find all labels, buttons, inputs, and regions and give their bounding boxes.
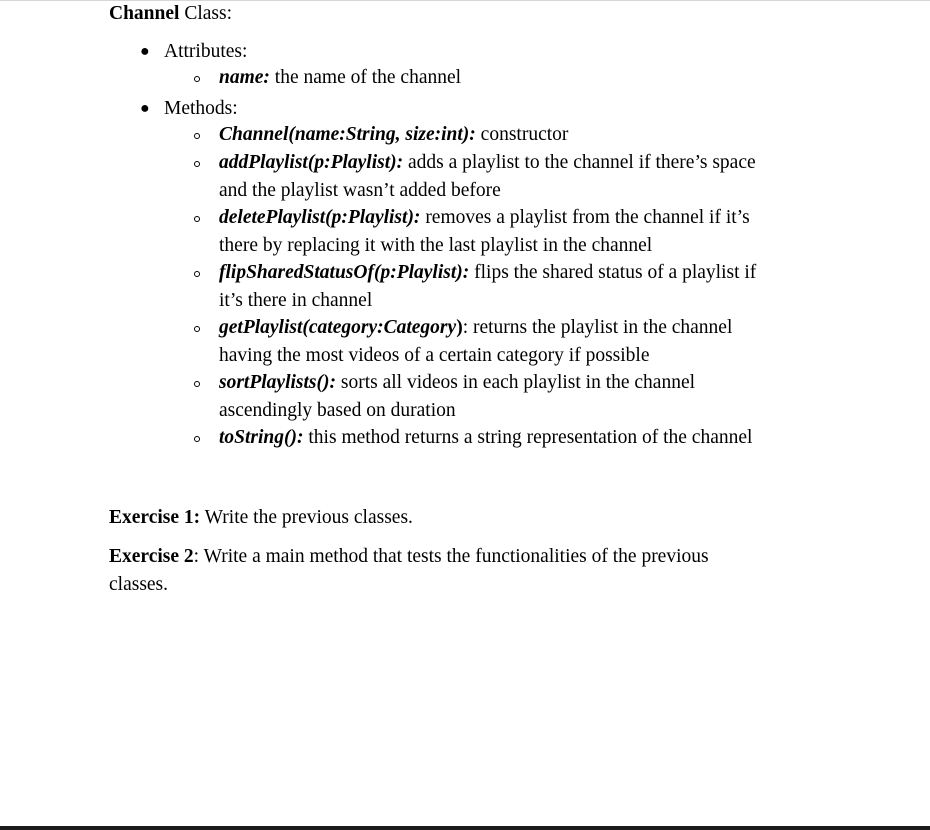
method-item-constructor: Channel(name:String, size:int): constructor (219, 124, 569, 145)
method-item-tostring: toString(): this method returns a string representation of the channel (219, 427, 753, 448)
method-item-flipsharedstatus-continued: it’s there in channel (219, 290, 373, 311)
attributes-heading: Attributes: (164, 41, 248, 62)
method-item-flipsharedstatus: flipSharedStatusOf(p:Playlist): flips the shared status of a playlist if (219, 262, 757, 283)
attribute-item-name: name: the name of the channel (219, 67, 462, 88)
circle-bullet-icon (194, 161, 200, 167)
section-title: Channel Class: (109, 3, 233, 24)
page-bottom-border (0, 826, 930, 830)
exercise-1: Exercise 1: Write the previous classes. (109, 507, 413, 528)
method-item-sortplaylists: sortPlaylists(): sorts all videos in each playlist in the channel (219, 372, 696, 393)
circle-bullet-icon (194, 271, 200, 277)
circle-bullet-icon (194, 436, 200, 442)
exercise-2-continued: classes. (109, 574, 169, 595)
circle-bullet-icon (194, 133, 200, 139)
exercise-2: Exercise 2: Write a main method that tests the functionalities of the previous (109, 546, 709, 567)
circle-bullet-icon (194, 76, 200, 82)
circle-bullet-icon (194, 216, 200, 222)
page-top-border (0, 0, 930, 1)
method-item-getplaylist-continued: having the most videos of a certain category if possible (219, 345, 650, 366)
method-item-addplaylist: addPlaylist(p:Playlist): adds a playlist to the channel if there’s space (219, 152, 756, 173)
method-item-deleteplaylist: deletePlaylist(p:Playlist): removes a playlist from the channel if it’s (219, 207, 750, 228)
bullet-icon: ● (140, 100, 150, 117)
circle-bullet-icon (194, 381, 200, 387)
method-item-sortplaylists-continued: ascendingly based on duration (219, 400, 456, 421)
method-item-getplaylist: getPlaylist(category:Category): returns the playlist in the channel (219, 317, 733, 338)
circle-bullet-icon (194, 326, 200, 332)
methods-heading: Methods: (164, 98, 238, 119)
bullet-icon: ● (140, 43, 150, 60)
method-item-addplaylist-continued: and the playlist wasn’t added before (219, 180, 501, 201)
method-item-deleteplaylist-continued: there by replacing it with the last playlist in the channel (219, 235, 653, 256)
